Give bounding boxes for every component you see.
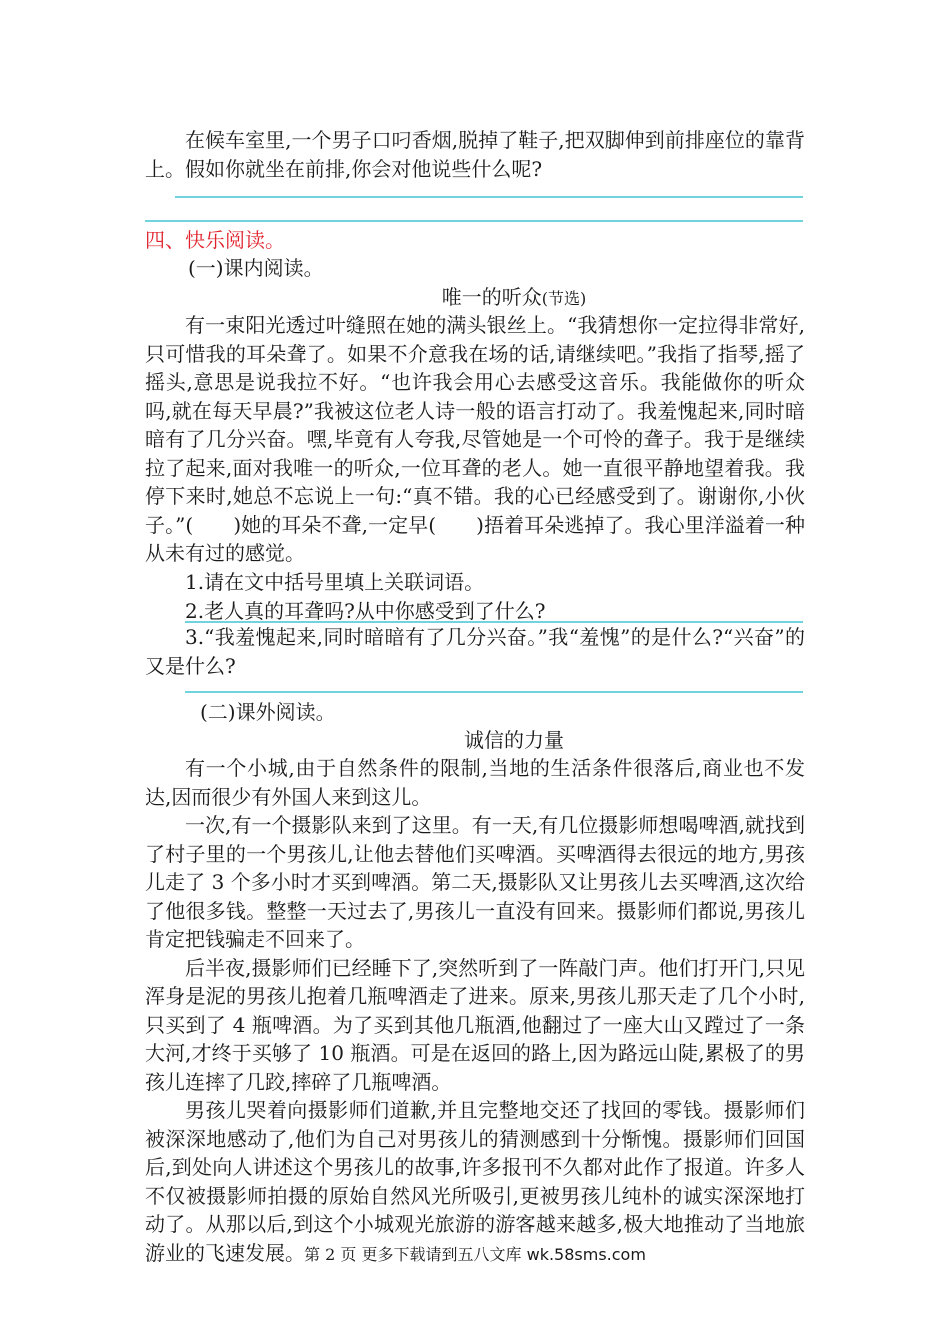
passage-title-extra: 诚信的力量 — [464, 728, 564, 752]
paragraph: 后半夜,摄影师们已经睡下了,突然听到了一阵敲门声。他们打开门,只见浑身是泥的男孩儿抱着几瓶啤酒走了进来。原来,男孩儿那天走了几个小时,只买到了 4 瓶啤酒。为了买到其他几瓶酒,他翻过了一座大山又蹚过了一条大河,才终于买够了 10 瓶酒。可是在返回的路上,因为路远山陡,累极了的男孩儿连摔了几跤,摔碎了几瓶啤酒。 — [145, 955, 805, 1094]
paragraph: 有一个小城,由于自然条件的限制,当地的生活条件很落后,商业也不发达,因而很少有外国人来到这儿。 — [145, 756, 805, 809]
passage-title-text: 唯一的听众 — [441, 285, 542, 309]
footer-text: 第 2 页 更多下载请到五八文库 — [304, 1245, 527, 1264]
part-label-extra: (二)课外阅读。 — [200, 700, 336, 724]
answer-line — [175, 196, 803, 198]
paragraph: 一次,有一个摄影队来到了这里。有一天,有几位摄影师想喝啤酒,就找到了村子里的一个男孩儿,让他去替他们买啤酒。买啤酒得去很远的地方,男孩儿走了 3 个多小时才买到啤酒。第二天,摄影队又让男孩儿去买啤酒,这次给了他很多钱。整整一天过去了,男孩儿一直没有回来。摄影师们都说,男孩儿肯定把钱骗走不回来了。 — [145, 813, 805, 951]
page-footer — [0, 1243, 950, 1267]
part-label-inclass: (一)课内阅读。 — [188, 256, 324, 280]
question-3: 3.“我羞愧起来,同时暗暗有了几分兴奋。”我“羞愧”的是什么?“兴奋”的又是什么? — [145, 625, 805, 678]
question-2: 2.老人真的耳聋吗?从中你感受到了什么? — [185, 599, 546, 623]
section-heading: 四、快乐阅读。 — [145, 228, 285, 252]
passage-inclass: 有一束阳光透过叶缝照在她的满头银丝上。“我猜想你一定拉得非常好,只可惜我的耳朵聋了。如果不介意我在场的话,请继续吧。”我指了指琴,摇了摇头,意思是说我拉不好。“也许我会用心去感受这音乐。我能做你的听众吗,就在每天早晨?”我被这位老人诗一般的语言打动了。我羞愧起来,同时暗暗有了几分兴奋。嘿,毕竟有人夸我,尽管她是一个可怜的聋子。我于是继续拉了起来,面对我唯一的听众,一位耳聋的老人。她一直很平静地望着我。我停下来时,她总不忘说上一句:“真不错。我的心已经感受到了。谢谢你,小伙子。”( )她的耳朵不聋,一定早( )捂着耳朵逃掉了。我心里洋溢着一种从未有过的感觉。 — [145, 313, 805, 565]
passage-title-note: (节选) — [541, 289, 587, 308]
question-1: 1.请在文中括号里填上关联词语。 — [185, 570, 485, 594]
paragraph: 男孩儿哭着向摄影师们道歉,并且完整地交还了找回的零钱。摄影师们被深深地感动了,他们为自己对男孩儿的猜测感到十分惭愧。摄影师们回国后,到处向人讲述这个男孩儿的故事,许多报刊不久都对此作了报道。许多人不仅被摄影师拍摄的原始自然风光所吸引,更被男孩儿纯朴的诚实深深地打动了。从那以后,到这个小城观光旅游的游客越来越多,极大地推动了当地旅游业的飞速发展。 — [145, 1098, 805, 1265]
footer-link[interactable]: wk.58sms.com — [526, 1245, 646, 1264]
intro-question: 在候车室里,一个男子口叼香烟,脱掉了鞋子,把双脚伸到前排座位的靠背上。假如你就坐在前排,你会对他说些什么呢? — [145, 128, 805, 181]
answer-line — [185, 691, 803, 693]
answer-line — [145, 220, 803, 222]
passage-extra — [0, 754, 805, 1267]
passage-title — [145, 283, 803, 313]
